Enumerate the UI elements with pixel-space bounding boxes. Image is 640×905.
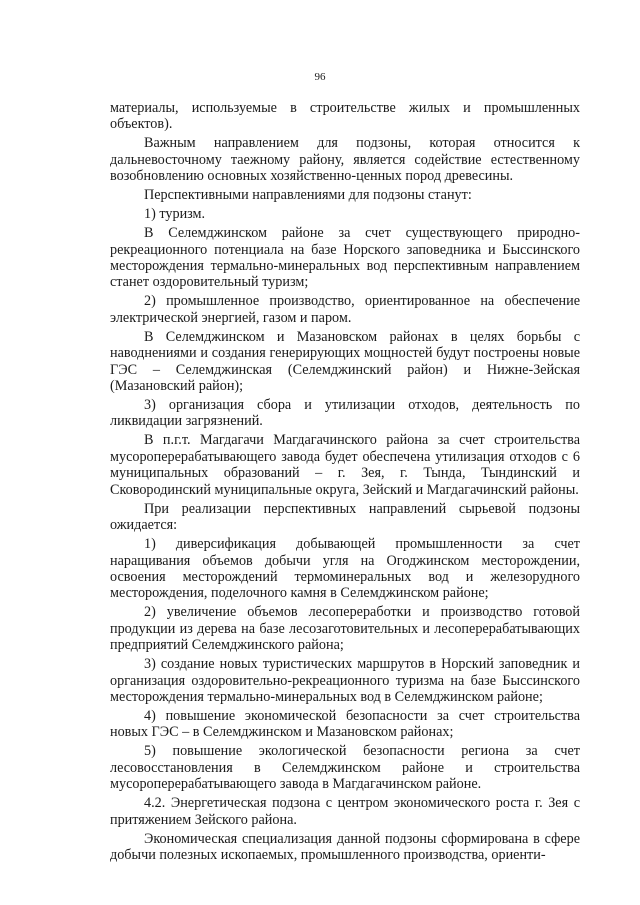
paragraph: При реализации перспективных направлений сырьевой подзоны ожидается: xyxy=(110,500,580,534)
page-number: 96 xyxy=(314,71,326,83)
section-heading: 4.2. Энергетическая подзона с центром экономического роста г. Зея с притяжением Зейского района. xyxy=(110,795,580,828)
list-item: 2) увеличение объемов лесопереработки и производство готовой продукции из дерева на базе лесозаготовительных и лесоперерабатывающих предприятий Селемджинского района; xyxy=(110,604,580,654)
paragraph: Важным направлением для подзоны, которая относится к дальневосточному таежному району, является содействие естественному возобновлению основных хозяйственно-ценных пород древесины. xyxy=(110,135,580,185)
paragraph: Экономическая специализация данной подзоны сформирована в сфере добычи полезных ископаемых, промышленного производства, ориенти- xyxy=(110,830,580,863)
list-item: 5) повышение экологической безопасности региона за счет лесовосстановления в Селемджинском районе и строительства мусороперерабатывающего завода в Магдагачинском районе. xyxy=(110,743,580,793)
paragraph: В п.г.т. Магдагачи Магдагачинского района за счет строительства мусороперерабатывающего завода будет обеспечена утилизация отходов с 6 муниципальных образований – г. Зея, г. Тында, Тындинский и Сковородинский муниципальные округа, Зейский и Магдагачинский районы. xyxy=(110,432,580,498)
list-item: 3) создание новых туристических маршрутов в Норский заповедник и организация оздоровительно-рекреационного туризма на базе Быссинского месторождения термально-минеральных вод в Селемджинском районе; xyxy=(110,656,580,705)
list-item: 1) туризм. xyxy=(144,206,206,223)
paragraph: материалы, используемые в строительстве жилых и промышленных объектов). xyxy=(110,100,580,133)
list-item: 1) диверсификация добывающей промышленности за счет наращивания объемов добычи угля на Огоджинском месторождении, освоения месторождений термоминеральных вод и железорудного месторождения, поделочного камня в Селемджинском районе; xyxy=(110,536,580,602)
paragraph: В Селемджинском районе за счет существующего природно-рекреационного потенциала на базе Норского заповедника и Быссинского месторождения термально-минеральных вод перспективным направлением станет оздоровительный туризм; xyxy=(110,225,580,291)
list-item: 2) промышленное производство, ориентированное на обеспечение электрической энергией, газом и паром. xyxy=(110,293,580,326)
paragraph: Перспективными направлениями для подзоны станут: xyxy=(144,187,472,204)
page-body-text xyxy=(110,100,580,866)
paragraph: В Селемджинском и Мазановском районах в целях борьбы с наводнениями и создания генерирующих мощностей будут построены новые ГЭС – Селемджинская (Селемджинский район) и Нижне-Зейская (Мазановский район); xyxy=(110,328,580,395)
list-item: 3) организация сбора и утилизации отходов, деятельность по ликвидации загрязнений. xyxy=(110,397,580,430)
list-item: 4) повышение экономической безопасности за счет строительства новых ГЭС – в Селемджинском и Мазановском районах; xyxy=(110,707,580,741)
